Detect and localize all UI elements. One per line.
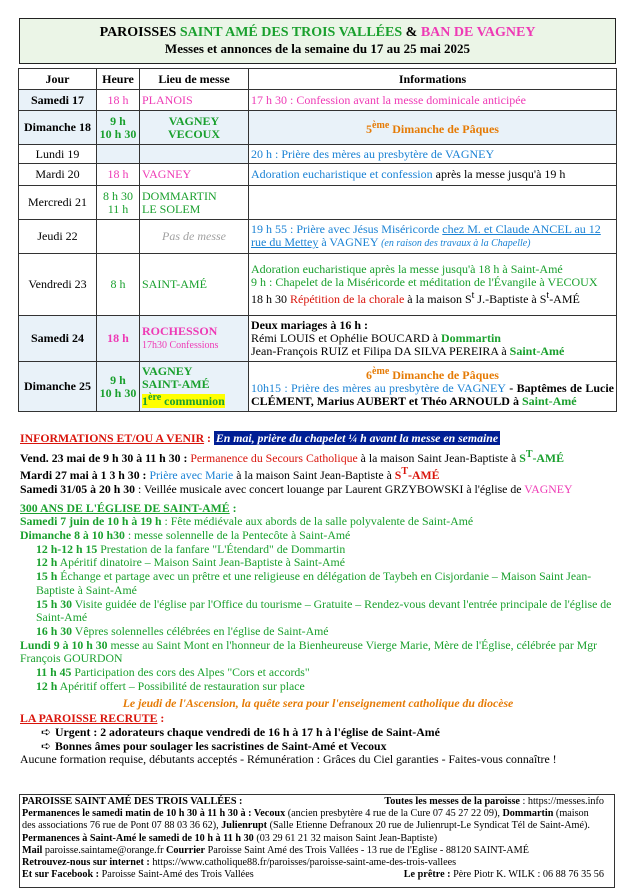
program-item xyxy=(20,570,616,597)
table-header-row xyxy=(19,69,617,90)
program-text: : Fête médiévale aux abords de la salle polyvalente de Saint-Amé xyxy=(161,514,474,529)
info-cell: 20 h : Prière des mères au presbytère de VAGNEY xyxy=(249,145,617,164)
day-cell: Samedi 17 xyxy=(19,90,97,111)
footer-line xyxy=(20,869,614,881)
table-row xyxy=(19,254,617,316)
info-text: Jean-François RUIZ et Filipa DA SILVA PEREIRA à xyxy=(251,344,510,358)
info-text: Répétition de la chorale xyxy=(290,292,405,306)
table-row xyxy=(19,145,617,164)
footer-label: Retrouvez-nous sur internet : xyxy=(22,857,150,869)
footer-facebook xyxy=(22,869,254,881)
table-row xyxy=(19,220,617,254)
announcement-text: : Veillée musicale avec concert louange par Laurent GRZYBOWSKI à l'église de xyxy=(135,481,525,496)
info-cell xyxy=(249,362,617,412)
place-note: 17h30 Confessions xyxy=(142,340,219,351)
hour-cell xyxy=(97,111,140,145)
program-text: : messe solennelle de la Pentecôte à Saint-Amé xyxy=(124,528,351,543)
announcements-section xyxy=(20,432,616,767)
hour-value: 10 h 30 xyxy=(99,385,137,400)
announcement-item xyxy=(20,465,616,483)
day-cell: Dimanche 25 xyxy=(19,362,97,412)
place-value: VAGNEY xyxy=(168,113,220,128)
table-row xyxy=(19,362,617,412)
program-time: Samedi 7 juin de 10 h à 19 h xyxy=(20,514,162,529)
program-time: 12 h xyxy=(36,678,58,693)
info-text: Dimanche de Pâques xyxy=(389,368,499,382)
recruit-item xyxy=(20,740,616,754)
footer-line xyxy=(20,845,614,857)
footer-text: Père Piotr K. WILK : 06 88 76 35 56 xyxy=(453,869,604,881)
program-time: 12 h xyxy=(36,555,58,570)
info-text: Adoration eucharistique et confession xyxy=(251,167,433,181)
title-prefix: PAROISSES xyxy=(99,25,180,40)
info-cell xyxy=(249,111,617,145)
info-text: à VAGNEY xyxy=(318,235,382,249)
ascension-notice: Le jeudi de l'Ascension, la quête sera pour l'enseignement catholique du diocèse xyxy=(122,695,514,710)
recruit-colon: : xyxy=(157,711,165,726)
footer-website: https://www.catholique88.fr/paroisses/paroisse-saint-ame-des-trois-vallees xyxy=(149,857,457,869)
program-time: Lundi 9 à 10 h 30 xyxy=(20,637,108,652)
info-text: après la messe jusqu'à 19 h xyxy=(432,167,566,181)
program-time: 16 h 30 xyxy=(36,623,73,638)
program-text: Vêpres solennelles célébrées en l'église de Saint-Amé xyxy=(72,623,329,638)
hour-value: 9 h xyxy=(110,372,126,387)
program-item xyxy=(20,543,616,557)
footer-line xyxy=(20,833,614,845)
ordinal-suffix: ème xyxy=(372,120,390,131)
place-cell: VAGNEY xyxy=(140,164,249,186)
ordinal-suffix: ère xyxy=(148,392,162,403)
footer-text: (Salle Etienne Defranoux 20 rue de Julienrupt-Le Syndicat Tél de Saint-Amé). xyxy=(267,820,590,832)
arrow-bullet-icon: ➪ xyxy=(41,724,51,739)
program-text: Participation des cors des Alpes "Cors et accords" xyxy=(71,665,310,680)
footer-text: Dommartin xyxy=(502,808,554,820)
footer-text: des associations 76 rue de Pont 07 88 03 36 62), xyxy=(22,820,222,832)
place-value: VAGNEY xyxy=(142,364,193,378)
info-note: (en raison des travaux à la Chapelle) xyxy=(381,238,531,249)
footer-line xyxy=(20,808,614,820)
program-item xyxy=(20,515,616,529)
mass-schedule-table xyxy=(18,68,617,412)
announcement-text: à la maison Saint Jean-Baptiste à xyxy=(357,450,520,465)
announcement-item xyxy=(20,483,616,497)
hour-value: 11 h xyxy=(107,201,129,216)
program-item xyxy=(20,529,616,543)
day-cell: Dimanche 18 xyxy=(19,111,97,145)
info-cell xyxy=(249,186,617,220)
superscript: t xyxy=(471,290,475,301)
table-row xyxy=(19,186,617,220)
superscript: t xyxy=(546,290,550,301)
program-time: 15 h 30 xyxy=(36,596,73,611)
program-text: messe au Saint Mont en l'honneur de la Bienheureuse Vierge Marie, Mère de l'Église, célébrée par Mgr François GOURDON xyxy=(20,637,598,666)
superscript: T xyxy=(401,466,409,478)
col-header-lieu: Lieu de messe xyxy=(140,69,249,90)
col-header-heure: Heure xyxy=(97,69,140,90)
announcement-date: Vend. 23 mai de 9 h 30 à 11 h 30 : xyxy=(20,450,191,465)
info-text xyxy=(251,345,614,358)
info-text: 10h15 : Prière des mères au presbytère de VAGNEY xyxy=(251,381,506,395)
place-cell: Pas de messe xyxy=(140,220,249,254)
info-cell xyxy=(249,316,617,362)
info-text: 18 h 30 xyxy=(251,292,290,306)
ordinal-number: 5 xyxy=(366,122,373,136)
day-cell: Jeudi 22 xyxy=(19,220,97,254)
program-time: 11 h 45 xyxy=(36,665,72,680)
hour-cell xyxy=(97,145,140,164)
bulletin-title xyxy=(20,24,615,41)
announcement-date: Samedi 31/05 à 20 h 30 xyxy=(20,481,136,496)
info-text xyxy=(251,289,614,306)
recruit-heading xyxy=(20,712,616,726)
place-cell xyxy=(140,186,249,220)
place-value: DOMMARTIN xyxy=(142,188,217,203)
announcement-place: VAGNEY xyxy=(524,481,573,496)
recruit-text: Urgent : 2 adorateurs chaque vendredi de 16 h à 17 h à l'église de Saint-Amé xyxy=(55,724,440,739)
first-communion-badge xyxy=(142,394,225,408)
place-cell xyxy=(140,111,249,145)
superscript: T xyxy=(525,448,533,460)
announcement-item xyxy=(20,448,616,466)
footer-text: (ancien presbytère 4 rue de la Cure 07 45 27 22 09), xyxy=(285,808,503,820)
footer-link: : https://messes.info xyxy=(519,796,604,807)
info-cell xyxy=(249,254,617,316)
announcement-text: à la maison Saint Jean-Baptiste à xyxy=(233,468,395,483)
recruit-item xyxy=(20,726,616,740)
hour-cell: 8 h xyxy=(97,254,140,316)
bulletin-subtitle: Messes et annonces de la semaine du 17 au 25 mai 2025 xyxy=(164,41,471,56)
info-place: Saint-Amé xyxy=(509,344,565,358)
table-row xyxy=(19,164,617,186)
table-row xyxy=(19,316,617,362)
anniversary-title: 300 ANS DE L'ÉGLISE DE SAINT-AMÉ xyxy=(20,500,230,515)
hour-cell: 18 h xyxy=(97,316,140,362)
arrow-bullet-icon: ➪ xyxy=(41,738,51,753)
footer-label: Et sur Facebook : xyxy=(22,869,100,881)
day-cell: Lundi 19 xyxy=(19,145,97,164)
footer-text: Julienrupt xyxy=(221,820,268,832)
col-header-jour: Jour xyxy=(19,69,97,90)
info-cell xyxy=(249,164,617,186)
place-value: ROCHESSON xyxy=(142,324,218,338)
place-cell: PLANOIS xyxy=(140,90,249,111)
announcement-text: Prière avec Marie xyxy=(149,468,234,483)
info-cell: 17 h 30 : Confession avant la messe dominicale anticipée xyxy=(249,90,617,111)
info-text: J.-Baptiste à S xyxy=(474,292,547,306)
hour-cell: 18 h xyxy=(97,164,140,186)
bulletin-header xyxy=(19,18,616,64)
program-time: Dimanche 8 à 10 h30 xyxy=(20,528,125,543)
hour-cell: 18 h xyxy=(97,90,140,111)
footer-label: Courrier xyxy=(166,844,206,856)
info-text xyxy=(251,382,614,408)
footer-email: paroisse.saintame@orange.fr xyxy=(42,844,167,856)
footer-text: Toutes les messes de la paroisse xyxy=(384,796,520,807)
hour-cell xyxy=(97,220,140,254)
place-value: SAINT-AMÉ xyxy=(142,377,210,391)
place-value: VECOUX xyxy=(167,126,220,141)
program-time: 12 h-12 h 15 xyxy=(36,541,98,556)
day-cell: Mardi 20 xyxy=(19,164,97,186)
hour-value: 9 h xyxy=(110,113,126,128)
announcement-text: Permanence du Secours Catholique xyxy=(190,450,358,465)
info-text: Adoration eucharistique après la messe jusqu'à 18 h à Saint-Amé xyxy=(251,262,563,276)
info-text: 19 h 55 : Prière avec Jésus Miséricorde xyxy=(251,222,443,236)
program-item xyxy=(20,625,616,639)
footer-text: Permanences à Saint-Amé le samedi de 10 h à 11 h 30 xyxy=(22,832,254,844)
program-item xyxy=(20,598,616,625)
announcement-date: Mardi 27 mai à 1 3 h 30 : xyxy=(20,468,150,483)
recruit-title: LA PAROISSE RECRUTE xyxy=(20,711,158,726)
parish-name: SAINT AMÉ DES TROIS VALLÉES xyxy=(179,25,403,40)
title-amp: & xyxy=(402,25,421,40)
announcement-place: -AMÉ xyxy=(408,468,440,483)
announcements-heading xyxy=(20,432,616,446)
hour-cell xyxy=(97,362,140,412)
hour-value: 10 h 30 xyxy=(99,126,137,141)
section-title: INFORMATIONS ET/OU A VENIR xyxy=(20,431,205,445)
place-cell xyxy=(140,145,249,164)
info-text: Dimanche de Pâques xyxy=(389,122,499,136)
info-title xyxy=(251,365,614,382)
program-item xyxy=(20,680,616,694)
table-row xyxy=(19,90,617,111)
footer-line xyxy=(20,796,614,808)
info-text: 9 h : Chapelet de la Miséricorde et méditation de l'Évangile à VECOUX xyxy=(251,275,598,289)
info-place: Saint-Amé xyxy=(521,394,577,408)
day-cell: Samedi 24 xyxy=(19,316,97,362)
hour-cell xyxy=(97,186,140,220)
program-text: Apéritif dinatoire – Maison Saint Jean-Baptiste à Saint-Amé xyxy=(57,555,345,570)
anniversary-colon: : xyxy=(229,500,237,515)
place-value: communion xyxy=(161,394,225,408)
day-cell: Vendredi 23 xyxy=(19,254,97,316)
footer-text: Permanences le samedi matin de 10 h 30 à 11 h 30 à : Vecoux xyxy=(22,808,286,820)
program-item xyxy=(20,666,616,680)
footer-priest xyxy=(404,869,604,881)
footer-text: (maison xyxy=(553,808,589,820)
announcement-place: S xyxy=(519,450,526,465)
footer-label: Le prêtre : xyxy=(403,869,454,881)
table-row xyxy=(19,111,617,145)
announcement-place: -AMÉ xyxy=(532,450,564,465)
col-header-informations: Informations xyxy=(249,69,617,90)
footer-text: (03 29 61 21 32 maison Saint Jean-Baptiste) xyxy=(253,832,438,844)
ordinal-number: 1 xyxy=(142,394,148,408)
info-place: Dommartin xyxy=(440,331,501,345)
recruit-text: Bonnes âmes pour soulager les sacristines de Saint-Amé et Vecoux xyxy=(55,738,387,753)
footer-messes-info xyxy=(384,796,604,808)
ban-name: BAN DE VAGNEY xyxy=(420,25,536,40)
program-text: Apéritif offert – Possibilité de restauration sur place xyxy=(57,678,305,693)
footer-text: Paroisse Saint Amé des Trois Vallées - 13 rue de l'Eglise - 88120 SAINT-AMÉ xyxy=(205,844,529,856)
day-cell: Mercredi 21 xyxy=(19,186,97,220)
ordinal-number: 6 xyxy=(366,368,373,382)
ordinal-suffix: ème xyxy=(372,366,390,377)
recruit-note: Aucune formation requise, débutants acceptés - Rémunération : Grâces du Ciel garanties - Faites-vous connaître ! xyxy=(20,752,557,767)
address-text: chez M. et Claude ANCEL au 12 rue du Mettey xyxy=(251,222,601,249)
info-text: Rémi LOUIS et Ophélie BOUCARD à xyxy=(251,331,441,345)
footer-line xyxy=(20,857,614,869)
program-item xyxy=(20,639,616,666)
footer-label: Mail xyxy=(22,844,43,856)
program-item xyxy=(20,556,616,570)
program-text: Échange et partage avec un prêtre et une religieuse en délégation de Taybeh en Cisjordanie – Maison Saint Jean-Baptiste à Saint-Amé xyxy=(36,569,592,597)
footer-line xyxy=(20,820,614,832)
anniversary-heading xyxy=(20,502,616,516)
program-time: 15 h xyxy=(36,569,58,584)
footer-parish-name: PAROISSE SAINT AMÉ DES TROIS VALLÉES : xyxy=(22,796,243,807)
place-cell xyxy=(140,362,249,412)
info-cell xyxy=(249,220,617,254)
info-title: Deux mariages à 16 h : xyxy=(251,318,368,332)
info-text: à la maison S xyxy=(404,292,472,306)
info-text: - Baptêmes de Lucie CLÉMENT, Marius AUBERT et Théo ARNOULD à xyxy=(251,381,614,408)
announcement-place: S xyxy=(394,468,402,483)
info-text: -AMÉ xyxy=(549,292,580,306)
place-value: LE SOLEM xyxy=(142,201,201,216)
hour-value: 8 h 30 xyxy=(103,188,133,203)
parish-footer xyxy=(19,794,615,888)
program-text: Visite guidée de l'église par l'Office du tourisme – Gratuite – Rendez-vous devant l'entrée principale de l'église de Saint-Amé xyxy=(36,596,612,625)
place-cell: SAINT-AMÉ xyxy=(140,254,249,316)
place-cell xyxy=(140,316,249,362)
highlight-banner: En mai, prière du chapelet ¼ h avant la messe en semaine xyxy=(215,431,499,445)
program-text: Prestation de la fanfare "L'Étendard" de Dommartin xyxy=(97,541,346,556)
section-colon: : xyxy=(204,431,214,445)
footer-text: Paroisse Saint-Amé des Trois Vallées xyxy=(99,869,254,881)
